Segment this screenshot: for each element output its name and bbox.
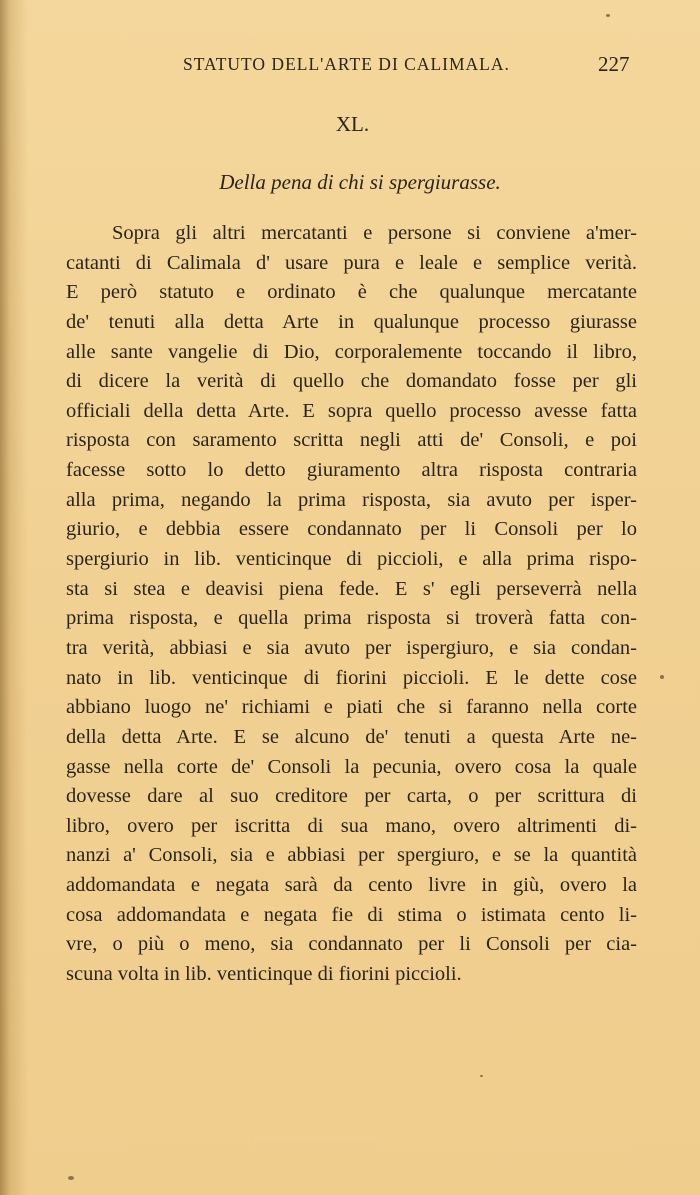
text-line: risposta con saramento scritta negli atti de' Consoli, e poi: [66, 429, 637, 452]
text-line: della detta Arte. E se alcuno de' tenuti a questa Arte ne-: [66, 725, 637, 748]
text-line: scuna volta in lib. venticinque di fiorini piccioli.: [66, 963, 462, 986]
text-line: giurio, e debbia essere condannato per li Consoli per lo: [66, 518, 637, 541]
text-line: spergiurio in lib. venticinque di piccioli, e alla prima rispo-: [66, 548, 637, 571]
text-line: vre, o più o meno, sia condannato per li Consoli per cia-: [66, 933, 637, 956]
running-head: [0, 54, 700, 84]
chapter-title: Della pena di chi si spergiurasse.: [219, 170, 501, 194]
text-line: di dicere la verità di quello che domandato fosse per gli: [66, 370, 637, 393]
text-line: catanti di Calimala d' usare pura e leale e semplice verità.: [66, 251, 637, 274]
text-line: prima risposta, e quella prima risposta si troverà fatta con-: [66, 607, 637, 630]
paper-speck: [480, 1075, 483, 1077]
text-line: sta si stea e deavisi piena fede. E s' egli perseverrà nella: [66, 577, 637, 600]
text-line: dovesse dare al suo creditore per carta, o per scrittura di: [66, 785, 637, 808]
running-title: STATUTO DELL'ARTE DI CALIMALA.: [183, 54, 510, 74]
text-line: libro, overo per iscritta di sua mano, overo altrimenti di-: [66, 814, 637, 837]
page-number: 227: [598, 52, 630, 76]
text-line: nanzi a' Consoli, sia e abbiasi per spergiuro, e se la quantità: [66, 844, 637, 867]
text-line: abbiano luogo ne' richiami e piati che si faranno nella corte: [66, 696, 637, 719]
text-line: Sopra gli altri mercatanti e persone si conviene a'mer-: [112, 222, 637, 244]
body-text: [66, 219, 637, 990]
text-line: E però statuto e ordinato è che qualunque mercatante: [66, 281, 637, 304]
paper-speck: [606, 14, 610, 17]
text-line: cosa addomandata e negata fie di stima o istimata cento li-: [66, 903, 637, 926]
paper-speck: [660, 675, 664, 679]
chapter-number: XL.: [335, 112, 370, 136]
text-line: addomandata e negata sarà da cento livre in giù, overo la: [66, 874, 637, 897]
text-line: alle sante vangelie di Dio, corporalemente toccando il libro,: [66, 340, 637, 363]
text-line: officiali della detta Arte. E sopra quello processo avesse fatta: [66, 399, 637, 422]
text-line: alla prima, negando la prima risposta, sia avuto per isper-: [66, 488, 637, 511]
text-line: facesse sotto lo detto giuramento altra risposta contraria: [66, 459, 637, 482]
paper-speck: [68, 1176, 74, 1180]
text-line: gasse nella corte de' Consoli la pecunia, overo cosa la quale: [66, 755, 637, 778]
text-line: de' tenuti alla detta Arte in qualunque processo giurasse: [66, 310, 637, 333]
text-line: tra verità, abbiasi e sia avuto per ispergiuro, e sia condan-: [66, 636, 637, 659]
text-line: nato in lib. venticinque di fiorini piccioli. E le dette cose: [66, 666, 637, 689]
